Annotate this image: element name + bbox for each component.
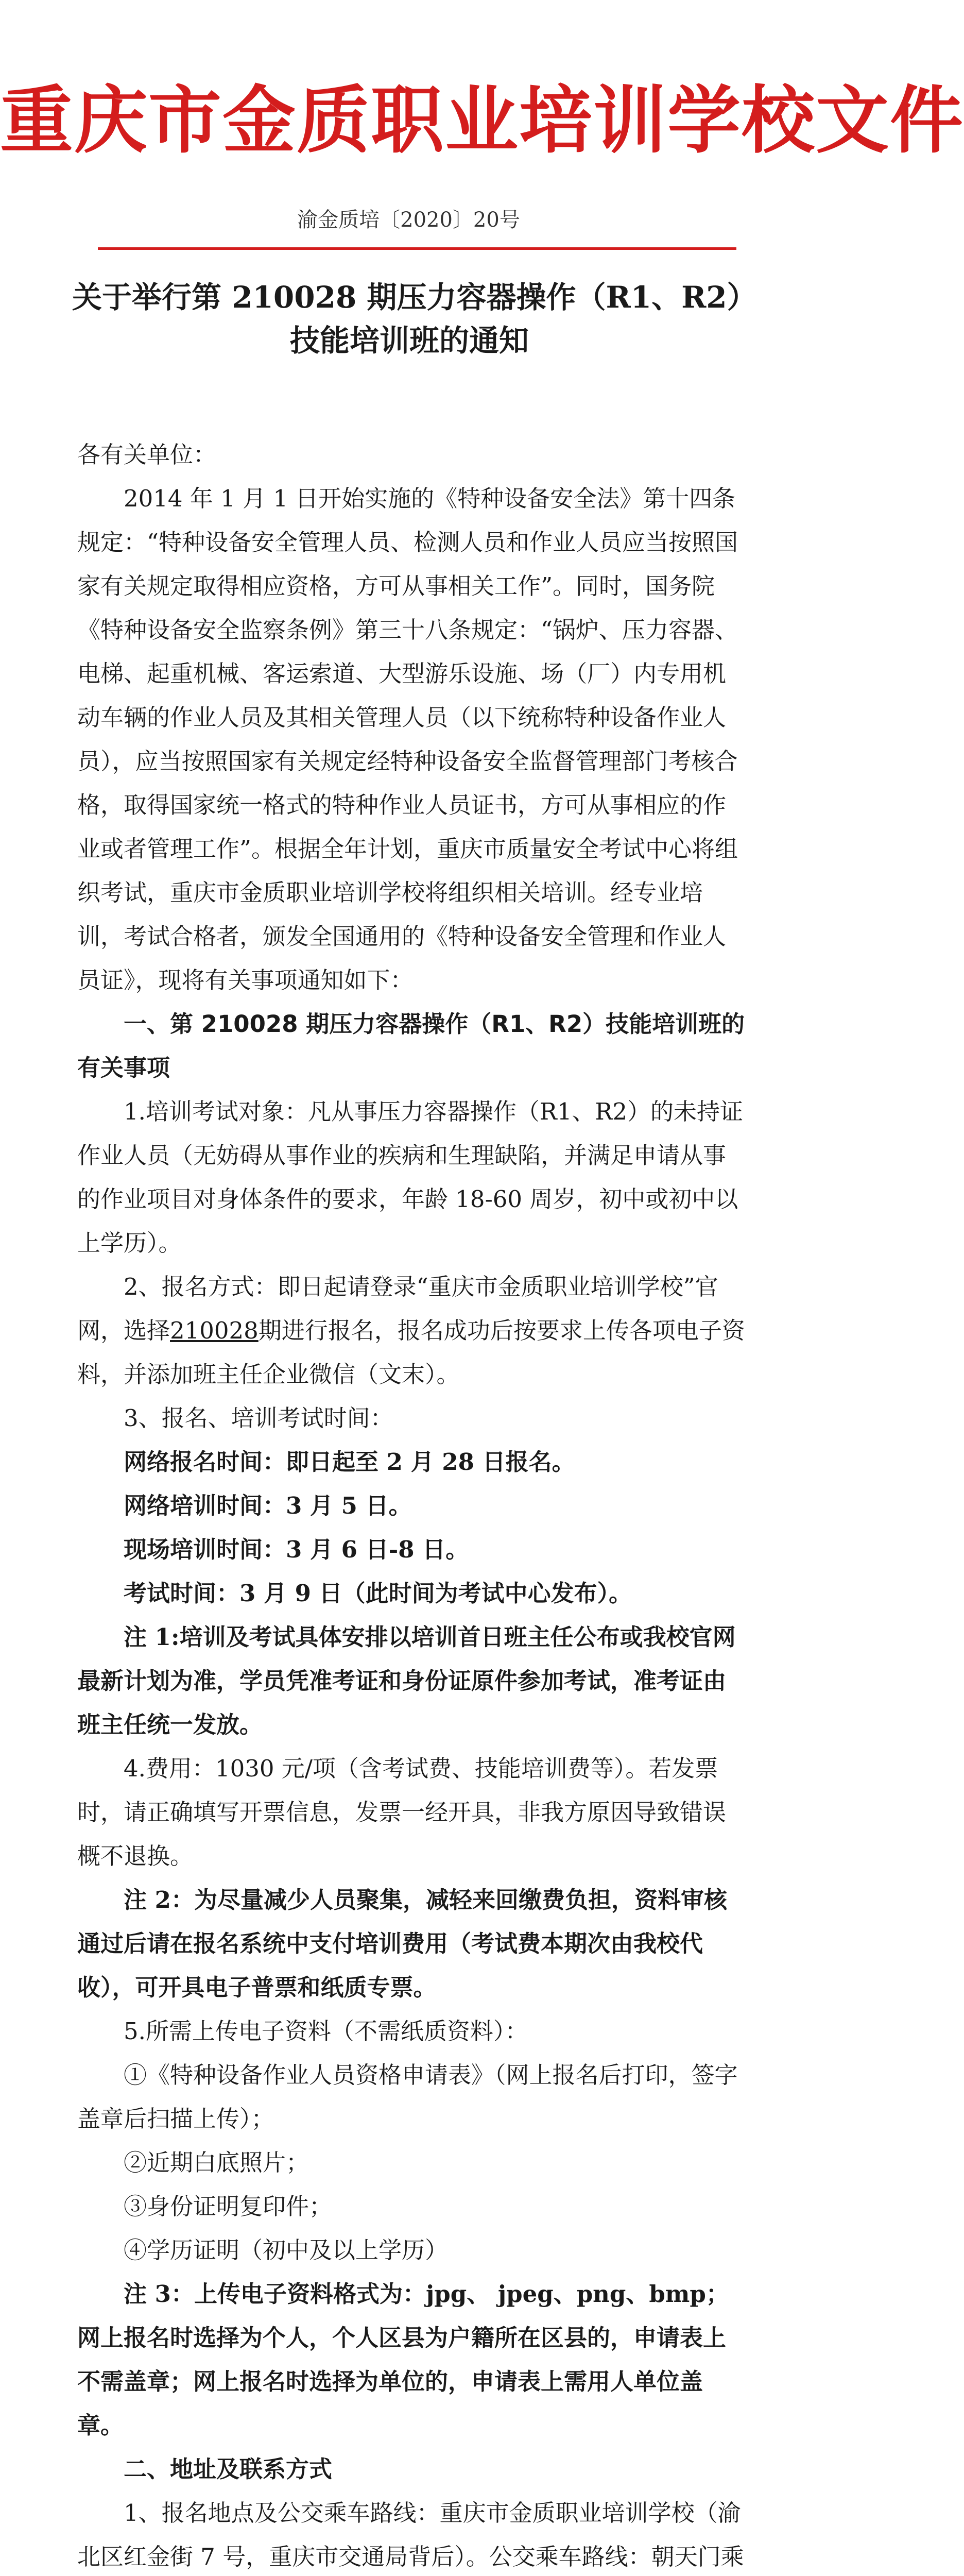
s1-training-target: 1.培训考试对象：凡从事压力容器操作（R1、R2）的未持证作业人员（无妨碍从事作业的疾病和生理缺陷，并满足申请从事的作业项目对身体条件的要求，年龄 18-60 周岁，初中或初中以上学历）。 [77, 1098, 743, 1257]
course-number-link[interactable]: 210028 [170, 1317, 259, 1344]
intro-paragraph: 2014 年 1 月 1 日开始实施的《特种设备安全法》第十四条规定：“特种设备安全管理人员、检测人员和作业人员应当按照国家有关规定取得相应资格，方可从事相关工作”。同时，国务院《特种设备安全监察条例》第三十八条规定：“锅炉、压力容器、电梯、起重机械、客运索道、大型游乐设施、场（厂）内专用机动车辆的作业人员及其相关管理人员（以下统称特种设备作业人员），应当按照国家有关规定经特种设备安全监督管理部门考核合格，取得国家统一格式的特种作业人员证书，方可从事相应的作业或者管理工作”。根据全年计划，重庆市质量安全考试中心将组织考试，重庆市金质职业培训学校将组织相关培训。经专业培训，考试合格者，颁发全国通用的《特种设备安全管理和作业人员证》，现将有关事项通知如下： [77, 485, 738, 994]
section-1-heading: 一、第 210028 期压力容器操作（R1、R2）技能培训班的有关事项 [77, 1010, 745, 1081]
s1-fees: 4.费用：1030 元/项（含考试费、技能培训费等）。若发票时，请正确填写开票信息，发票一经开具，非我方原因导致错误概不退换。 [77, 1755, 727, 1870]
document-number: 渝金质培〔2020〕20号 [297, 208, 520, 232]
s2-address-bus-routes: 1、报名地点及公交乘车路线：重庆市金质职业培训学校（渝北区红金街 7 号，重庆市交通局背后）。公交乘车路线：朝天门乘 [77, 2499, 744, 2570]
s1-required-materials: 5.所需上传电子资料（不需纸质资料）： [124, 2018, 528, 2045]
s1-registration-method [77, 1265, 747, 1396]
section-2-heading: 二、地址及联系方式 [124, 2455, 333, 2483]
s1-online-registration-time: 网络报名时间：即日起至 2 月 28 日报名。 [124, 1448, 575, 1476]
material-item-photo: ②近期白底照片； [124, 2149, 309, 2176]
s1-registration-text-c: 期进行报名，报名成功后按要求上传各项电子资料，并添加班主任企业微信（文末）。 [77, 1317, 745, 1388]
s1-registration-text-a: 2、报名方式：即日起请登录“重庆市金质职业培训学校”官网，选择 [77, 1273, 718, 1344]
notice-title [72, 276, 757, 362]
material-item-id-copy: ③身份证明复印件； [124, 2193, 333, 2220]
note-2: 注 2：为尽量减少人员聚集，减轻来回缴费负担，资料审核通过后请在报名系统中支付培训费用（考试费本期次由我校代收），可开具电子普票和纸质专票。 [77, 1886, 727, 2001]
s1-onsite-training-time: 现场培训时间：3 月 6 日-8 日。 [124, 1536, 469, 1563]
note-3: 注 3：上传电子资料格式为：jpg、 jpeg、png、bmp；网上报名时选择为个人，个人区县为户籍所在区县的，申请表上不需盖章；网上报名时选择为单位的，申请表上需用人单位盖章。 [77, 2280, 729, 2439]
document-header-title: 重庆市金质职业培训学校文件 [0, 78, 964, 163]
material-item-application-form: ①《特种设备作业人员资格申请表》（网上报名后打印，签字盖章后扫描上传）； [77, 2061, 738, 2132]
s1-exam-time: 考试时间：3 月 9 日（此时间为考试中心发布）。 [124, 1580, 632, 1607]
note-1: 注 1:培训及考试具体安排以培训首日班主任公布或我校官网最新计划为准，学员凭准考证和身份证原件参加考试，准考证由班主任统一发放。 [77, 1623, 736, 1738]
s1-online-training-time: 网络培训时间：3 月 5 日。 [124, 1492, 412, 1519]
notice-title-line-2: 技能培训班的通知 [289, 323, 529, 359]
material-item-education: ④学历证明（初中及以上学历） [124, 2236, 449, 2264]
salutation: 各有关单位： [77, 441, 217, 468]
s1-schedule-label: 3、报名、培训考试时间： [124, 1404, 393, 1432]
notice-title-line-1: 关于举行第 210028 期压力容器操作（R1、R2） [72, 280, 757, 315]
notice-body [77, 433, 747, 2576]
header-red-rule [98, 247, 736, 250]
